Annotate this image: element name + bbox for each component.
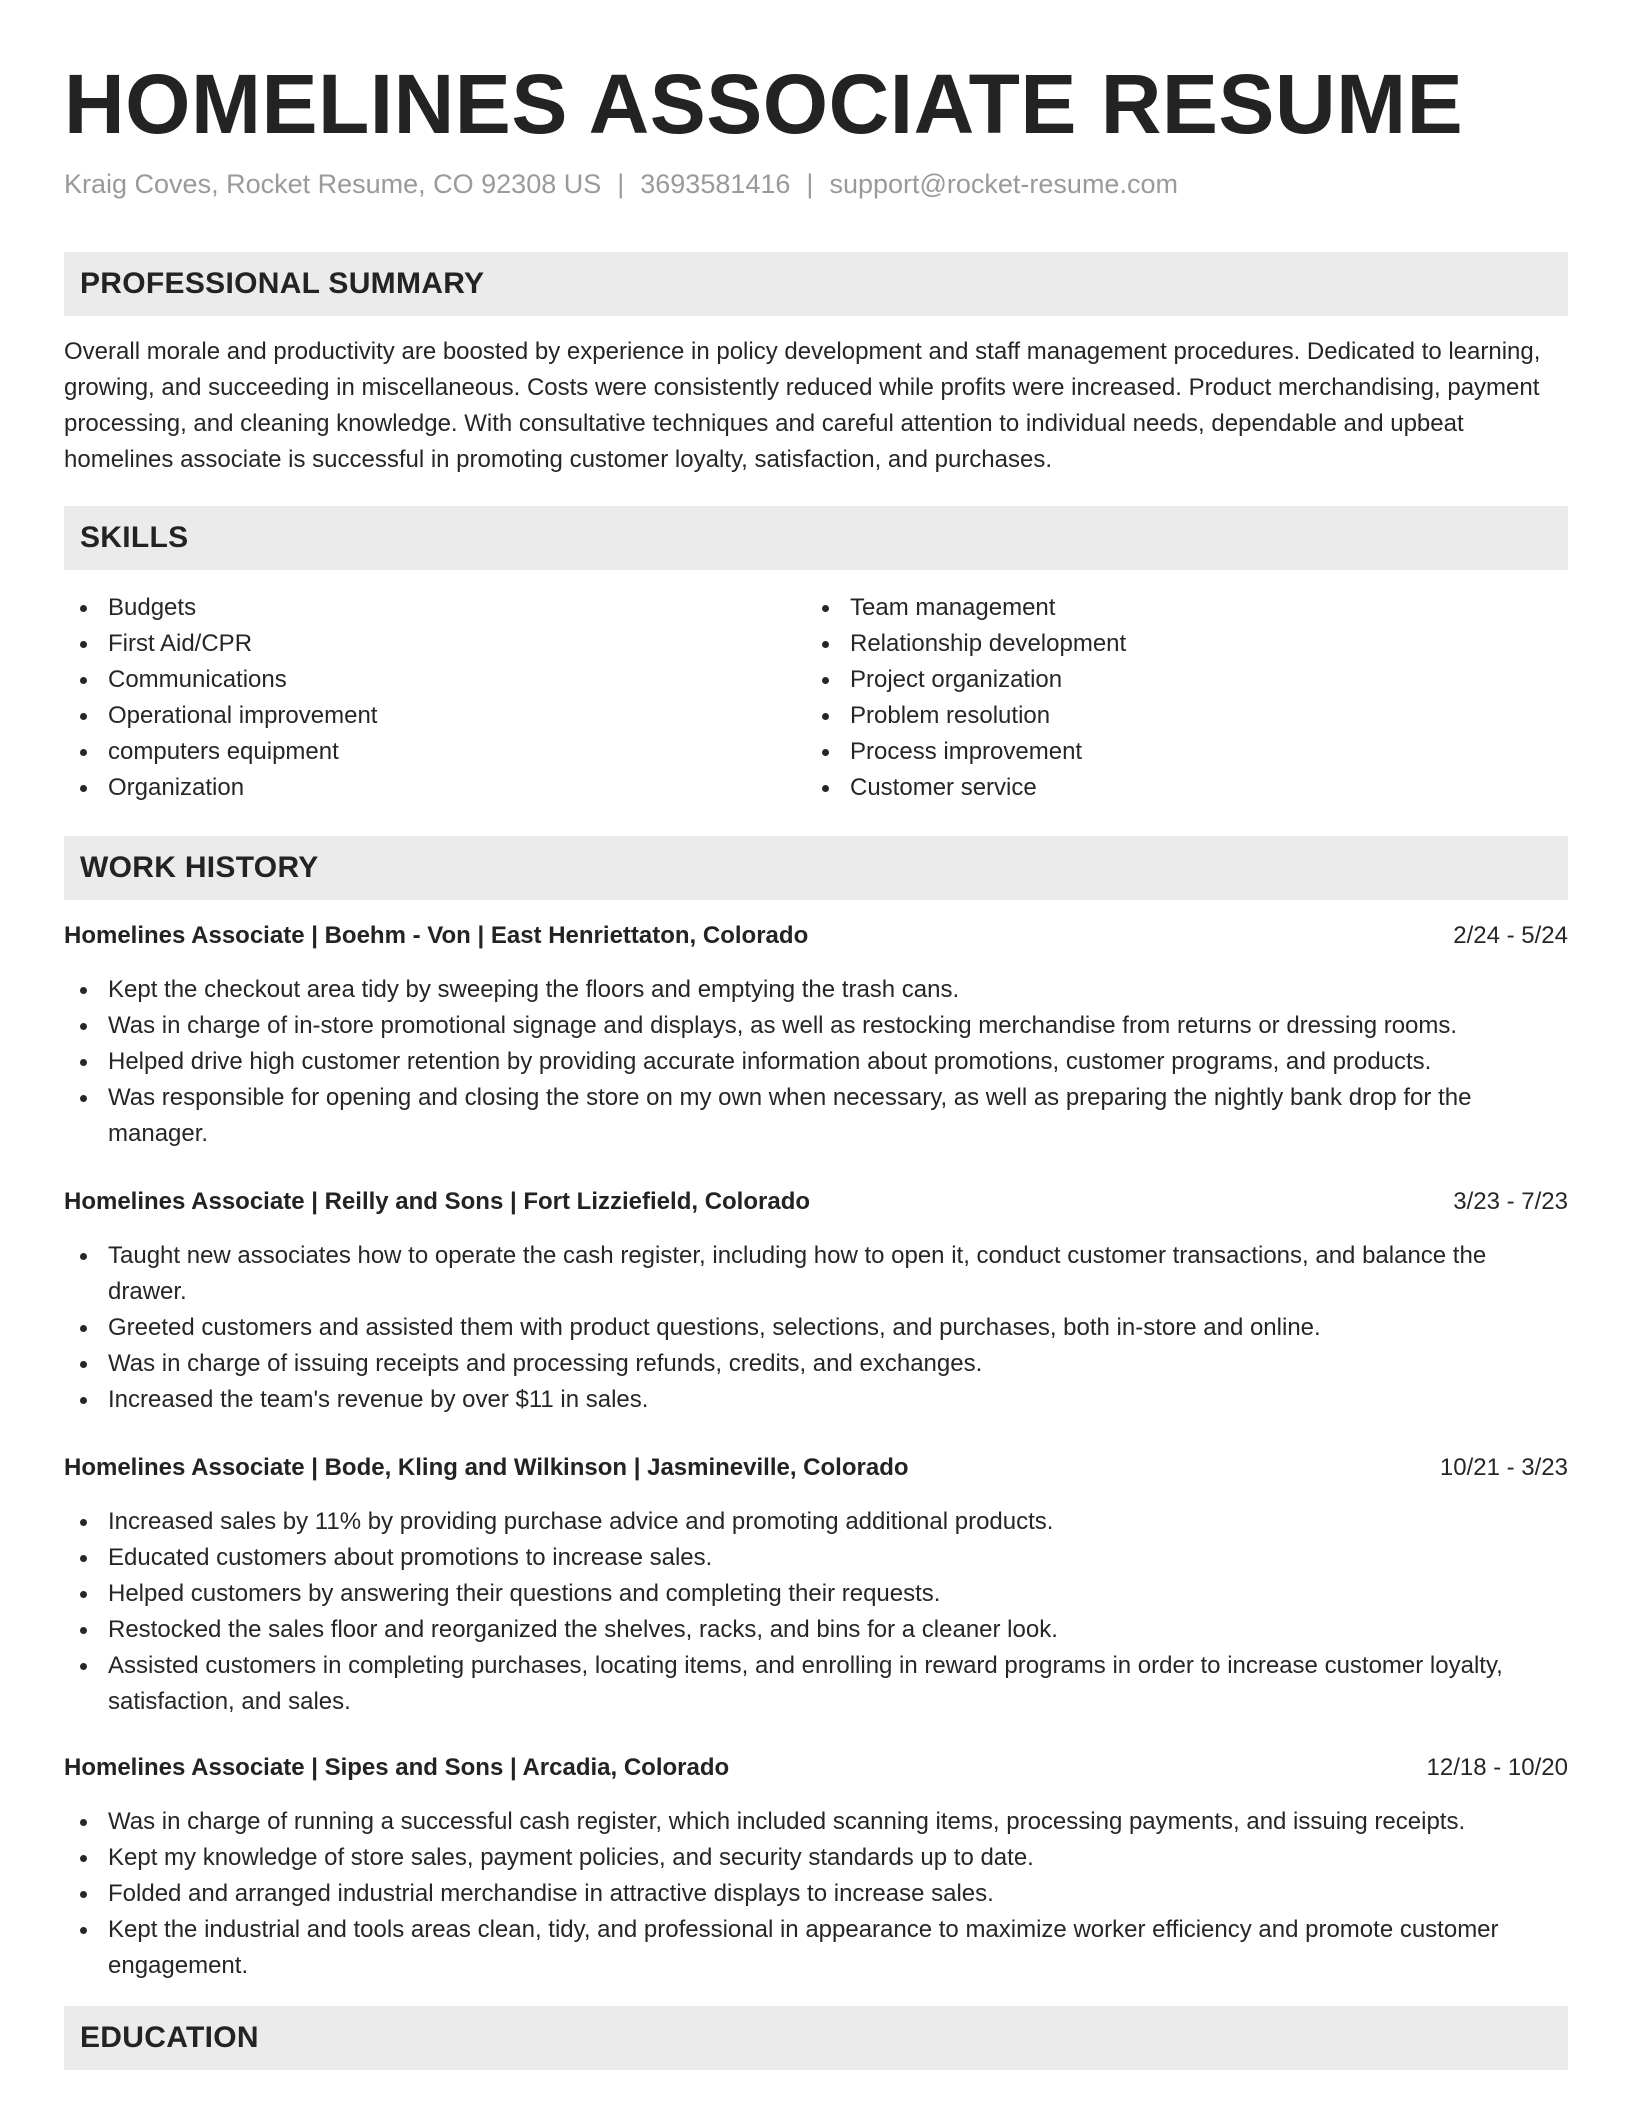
job-bullets: [64, 1238, 1568, 1418]
skill-item: Project organization: [806, 662, 1568, 698]
job-bullet: Was in charge of issuing receipts and processing refunds, credits, and exchanges.: [64, 1346, 1568, 1382]
section-header-summary: [64, 252, 1568, 316]
section-title: WORK HISTORY: [80, 851, 319, 884]
job-title: Homelines Associate | Sipes and Sons | Arcadia, Colorado: [64, 1754, 730, 1781]
contact-address: Kraig Coves, Rocket Resume, CO 92308 US: [64, 169, 602, 199]
section-header-work-history: [64, 836, 1568, 900]
job-bullet: Restocked the sales floor and reorganized the shelves, racks, and bins for a cleaner look.: [64, 1612, 1568, 1648]
skills-list-right: [806, 590, 1568, 806]
section-title: SKILLS: [80, 521, 189, 554]
job-bullet: Folded and arranged industrial merchandise in attractive displays to increase sales.: [64, 1876, 1568, 1912]
job-bullet: Taught new associates how to operate the cash register, including how to open it, conduct customer transactions, and balance the drawer.: [64, 1238, 1568, 1310]
job-dates: 2/24 - 5/24: [1453, 922, 1568, 949]
contact-phone: 3693581416: [640, 169, 791, 199]
job-bullet: Was in charge of in-store promotional signage and displays, as well as restocking merchandise from returns or dressing rooms.: [64, 1008, 1568, 1044]
job-bullet: Increased sales by 11% by providing purchase advice and promoting additional products.: [64, 1504, 1568, 1540]
skill-item: computers equipment: [64, 734, 804, 770]
summary-text: Overall morale and productivity are boosted by experience in policy development and staff management procedures. Dedicated to learning, growing, and succeeding in miscellaneous. Costs were consistently reduced while profits were increased. Product merchandising, payment processing, and cleaning knowledge. With consultative techniques and careful attention to individual needs, dependable and upbeat homelines associate is successful in promoting customer loyalty, satisfaction, and purchases.: [64, 338, 1541, 473]
skill-item: Customer service: [806, 770, 1568, 806]
skill-item: Process improvement: [806, 734, 1568, 770]
job-dates: 3/23 - 7/23: [1453, 1188, 1568, 1215]
skill-item: Relationship development: [806, 626, 1568, 662]
job-dates: 10/21 - 3/23: [1439, 1454, 1568, 1481]
section-header-education: [64, 2006, 1568, 2070]
job-bullet: Assisted customers in completing purchases, locating items, and enrolling in reward programs in order to increase customer loyalty, satisfaction, and sales.: [64, 1648, 1568, 1720]
skill-item: Communications: [64, 662, 804, 698]
job-bullet: Helped customers by answering their questions and completing their requests.: [64, 1576, 1568, 1612]
job-bullet: Kept the checkout area tidy by sweeping the floors and emptying the trash cans.: [64, 972, 1568, 1008]
job-bullet: Increased the team's revenue by over $11 in sales.: [64, 1382, 1568, 1418]
job-header: [64, 1450, 1568, 1486]
skill-item: Problem resolution: [806, 698, 1568, 734]
job-bullet: Was responsible for opening and closing the store on my own when necessary, as well as preparing the nightly bank drop for the manager.: [64, 1080, 1568, 1152]
resume-title: HOMELINES ASSOCIATE RESUME: [64, 57, 1464, 151]
section-header-skills: [64, 506, 1568, 570]
job-dates: 12/18 - 10/20: [1426, 1754, 1568, 1781]
contact-separator: |: [617, 169, 625, 199]
skill-item: Team management: [806, 590, 1568, 626]
job-bullet: Kept the industrial and tools areas clean, tidy, and professional in appearance to maximize worker efficiency and promote customer engagement.: [64, 1912, 1568, 1984]
skill-item: Operational improvement: [64, 698, 804, 734]
skill-item: Organization: [64, 770, 804, 806]
contact-email: support@rocket-resume.com: [829, 169, 1178, 199]
job-bullet: Was in charge of running a successful cash register, which included scanning items, processing payments, and issuing receipts.: [64, 1804, 1568, 1840]
job-bullet: Kept my knowledge of store sales, payment policies, and security standards up to date.: [64, 1840, 1568, 1876]
job-title: Homelines Associate | Reilly and Sons | Fort Lizziefield, Colorado: [64, 1188, 811, 1215]
job-bullets: [64, 1804, 1568, 1984]
skills-list-left: [64, 590, 804, 806]
job-header: [64, 1184, 1568, 1220]
job-bullet: Helped drive high customer retention by providing accurate information about promotions, customer programs, and products.: [64, 1044, 1568, 1080]
contact-line: [64, 166, 1178, 202]
skill-item: Budgets: [64, 590, 804, 626]
section-title: PROFESSIONAL SUMMARY: [80, 267, 485, 300]
job-bullets: [64, 972, 1568, 1152]
job-bullets: [64, 1504, 1568, 1720]
job-header: [64, 918, 1568, 954]
job-bullet: Greeted customers and assisted them with product questions, selections, and purchases, both in-store and online.: [64, 1310, 1568, 1346]
contact-separator: |: [806, 169, 814, 199]
job-title: Homelines Associate | Boehm - Von | East Henriettaton, Colorado: [64, 922, 809, 949]
job-header: [64, 1750, 1568, 1786]
job-bullet: Educated customers about promotions to increase sales.: [64, 1540, 1568, 1576]
skill-item: First Aid/CPR: [64, 626, 804, 662]
job-title: Homelines Associate | Bode, Kling and Wilkinson | Jasmineville, Colorado: [64, 1454, 909, 1481]
section-title: EDUCATION: [80, 2021, 259, 2054]
